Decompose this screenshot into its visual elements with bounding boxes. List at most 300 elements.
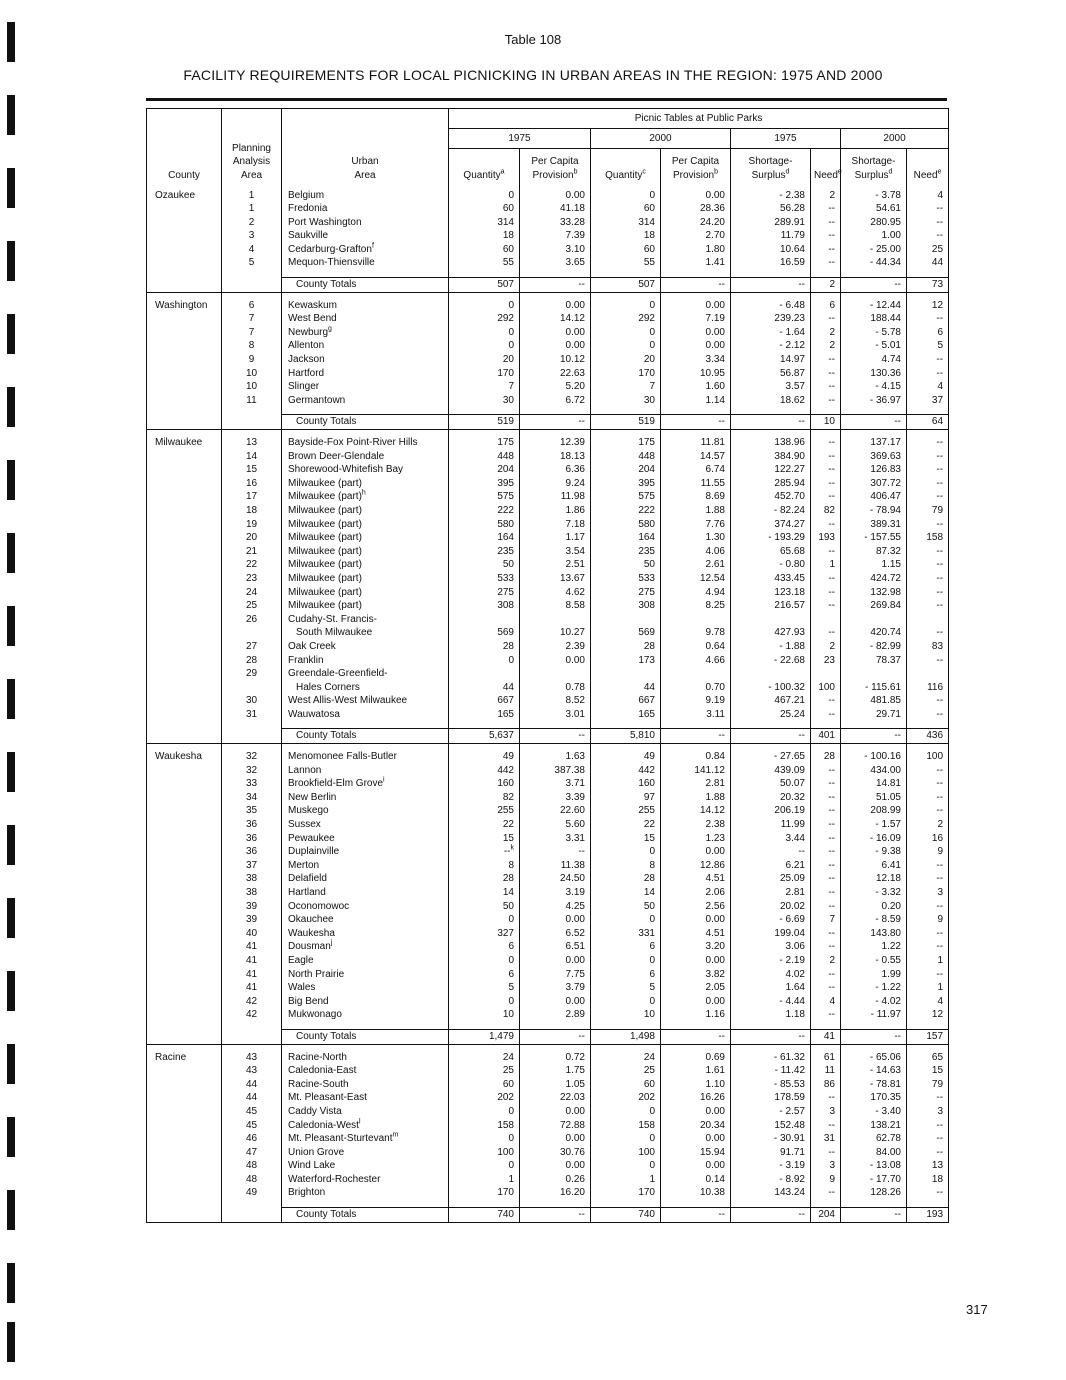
county-cell bbox=[147, 1159, 222, 1173]
quantity-1975-cell: 50 bbox=[449, 558, 520, 572]
quantity-1975-cell: 25 bbox=[449, 1064, 520, 1078]
shortage-surplus-2000-cell: - 12.44 bbox=[841, 292, 907, 312]
county-cell: Milwaukee bbox=[147, 430, 222, 450]
need-2000-cell: 1 bbox=[907, 981, 949, 995]
total-per-capita-1975-cell: -- bbox=[520, 278, 591, 293]
shortage-surplus-1975-cell: 11.99 bbox=[731, 818, 811, 832]
need-2000-cell: -- bbox=[907, 1132, 949, 1146]
county-cell bbox=[147, 504, 222, 518]
need-1975-cell: -- bbox=[811, 968, 841, 982]
per-capita-2000-cell: 2.81 bbox=[661, 777, 731, 791]
page-title: FACILITY REQUIREMENTS FOR LOCAL PICNICKING IN URBAN AREAS IN THE REGION: 1975 AND 2000 bbox=[183, 67, 883, 83]
row-spacer bbox=[147, 1022, 949, 1030]
quantity-1975-cell: 0 bbox=[449, 1159, 520, 1173]
planning-area-cell: 6 bbox=[222, 292, 282, 312]
per-capita-2000-cell: 1.88 bbox=[661, 504, 731, 518]
quantity-1975-cell: 308 bbox=[449, 599, 520, 613]
table-row bbox=[147, 450, 949, 464]
urban-area-cell: Slinger bbox=[282, 380, 449, 394]
urban-area-cell: Big Bend bbox=[282, 995, 449, 1009]
per-capita-1975-cell: 3.39 bbox=[520, 791, 591, 805]
binder-mark bbox=[7, 168, 15, 208]
table-row bbox=[147, 558, 949, 572]
planning-area-cell: 42 bbox=[222, 995, 282, 1009]
planning-area-cell: 46 bbox=[222, 1132, 282, 1146]
quantity-1975-cell: 165 bbox=[449, 708, 520, 722]
table-row bbox=[147, 1186, 949, 1200]
shortage-surplus-1975-cell: 3.06 bbox=[731, 940, 811, 954]
binder-mark bbox=[7, 971, 15, 1011]
per-capita-2000-cell: 14.12 bbox=[661, 804, 731, 818]
need-2000-cell: -- bbox=[907, 777, 949, 791]
need-2000-cell: -- bbox=[907, 654, 949, 668]
header-need-1975: Need$^e$ bbox=[811, 149, 841, 183]
per-capita-2000-cell: 2.06 bbox=[661, 886, 731, 900]
per-capita-2000-cell: 14.57 bbox=[661, 450, 731, 464]
need-2000-cell: -- bbox=[907, 477, 949, 491]
need-2000-cell: 6 bbox=[907, 326, 949, 340]
shortage-surplus-2000-cell: - 78.81 bbox=[841, 1078, 907, 1092]
table-row bbox=[147, 968, 949, 982]
planning-area-cell: 29 bbox=[222, 667, 282, 681]
planning-area-cell: 44 bbox=[222, 1091, 282, 1105]
binder-mark bbox=[7, 1190, 15, 1230]
per-capita-1975-cell: 3.71 bbox=[520, 777, 591, 791]
urban-area-cell: Shorewood-Whitefish Bay bbox=[282, 463, 449, 477]
quantity-2000-cell: 60 bbox=[591, 202, 661, 216]
per-capita-2000-cell: 0.00 bbox=[661, 1105, 731, 1119]
quantity-1975-cell: 60 bbox=[449, 202, 520, 216]
table-row bbox=[147, 694, 949, 708]
need-1975-cell: 2 bbox=[811, 954, 841, 968]
need-2000-cell: -- bbox=[907, 764, 949, 778]
need-2000-cell: 15 bbox=[907, 1064, 949, 1078]
quantity-2000-cell: 170 bbox=[591, 1186, 661, 1200]
total-quantity-2000-cell: 740 bbox=[591, 1208, 661, 1223]
shortage-surplus-1975-cell bbox=[731, 613, 811, 627]
need-2000-cell: -- bbox=[907, 1119, 949, 1133]
quantity-1975-cell: 55 bbox=[449, 256, 520, 270]
shortage-surplus-1975-cell: 20.32 bbox=[731, 791, 811, 805]
planning-area-cell: 10 bbox=[222, 367, 282, 381]
county-cell bbox=[147, 531, 222, 545]
total-shortage-surplus-1975-cell: -- bbox=[731, 415, 811, 430]
county-cell bbox=[147, 326, 222, 340]
per-capita-1975-cell: 12.39 bbox=[520, 430, 591, 450]
per-capita-1975-cell: 3.10 bbox=[520, 243, 591, 257]
quantity-1975-cell: 395 bbox=[449, 477, 520, 491]
shortage-surplus-1975-cell: 285.94 bbox=[731, 477, 811, 491]
urban-area-cell: Milwaukee (part) bbox=[282, 518, 449, 532]
county-cell bbox=[147, 450, 222, 464]
header-quantity-2000: Quantity$^c$ bbox=[591, 149, 661, 183]
table-row bbox=[147, 654, 949, 668]
table-row bbox=[147, 216, 949, 230]
table-row bbox=[147, 1008, 949, 1022]
shortage-surplus-1975-cell: 467.21 bbox=[731, 694, 811, 708]
shortage-surplus-1975-cell: 143.24 bbox=[731, 1186, 811, 1200]
need-1975-cell: 9 bbox=[811, 1173, 841, 1187]
table-row bbox=[147, 744, 949, 764]
total-per-capita-2000-cell: -- bbox=[661, 415, 731, 430]
county-cell bbox=[147, 353, 222, 367]
planning-area-cell: 10 bbox=[222, 380, 282, 394]
total-quantity-2000-cell: 1,498 bbox=[591, 1029, 661, 1044]
planning-area-cell: 11 bbox=[222, 394, 282, 408]
planning-area-cell: 15 bbox=[222, 463, 282, 477]
header-year-2000: 2000 bbox=[591, 129, 731, 149]
quantity-2000-cell: 14 bbox=[591, 886, 661, 900]
quantity-1975-cell: 292 bbox=[449, 312, 520, 326]
quantity-1975-cell: 28 bbox=[449, 872, 520, 886]
per-capita-1975-cell: 1.75 bbox=[520, 1064, 591, 1078]
quantity-1975-cell bbox=[449, 613, 520, 627]
county-cell bbox=[147, 640, 222, 654]
urban-area-cell: Milwaukee (part) bbox=[282, 504, 449, 518]
need-2000-cell: 16 bbox=[907, 832, 949, 846]
per-capita-1975-cell: -- bbox=[520, 845, 591, 859]
shortage-surplus-2000-cell: 4.74 bbox=[841, 353, 907, 367]
shortage-surplus-1975-cell: 122.27 bbox=[731, 463, 811, 477]
need-2000-cell: -- bbox=[907, 586, 949, 600]
shortage-surplus-1975-cell: 65.68 bbox=[731, 545, 811, 559]
table-row bbox=[147, 1146, 949, 1160]
total-need-1975-cell: 2 bbox=[811, 278, 841, 293]
per-capita-2000-cell: 7.19 bbox=[661, 312, 731, 326]
total-quantity-1975-cell: 519 bbox=[449, 415, 520, 430]
need-1975-cell: -- bbox=[811, 477, 841, 491]
county-cell bbox=[147, 312, 222, 326]
county-cell bbox=[147, 558, 222, 572]
per-capita-2000-cell: 9.78 bbox=[661, 626, 731, 640]
per-capita-1975-cell: 0.00 bbox=[520, 654, 591, 668]
per-capita-1975-cell: 8.58 bbox=[520, 599, 591, 613]
shortage-surplus-2000-cell: 434.00 bbox=[841, 764, 907, 778]
urban-area-cell: West Allis-West Milwaukee bbox=[282, 694, 449, 708]
per-capita-1975-cell: 6.52 bbox=[520, 927, 591, 941]
planning-area-cell: 45 bbox=[222, 1105, 282, 1119]
need-1975-cell: -- bbox=[811, 764, 841, 778]
per-capita-1975-cell: 14.12 bbox=[520, 312, 591, 326]
per-capita-2000-cell: 2.61 bbox=[661, 558, 731, 572]
planning-area-cell: 5 bbox=[222, 256, 282, 270]
shortage-surplus-2000-cell: - 14.63 bbox=[841, 1064, 907, 1078]
county-cell bbox=[147, 1064, 222, 1078]
shortage-surplus-1975-cell: - 11.42 bbox=[731, 1064, 811, 1078]
shortage-surplus-2000-cell: 132.98 bbox=[841, 586, 907, 600]
urban-area-cell: Port Washington bbox=[282, 216, 449, 230]
quantity-2000-cell: 448 bbox=[591, 450, 661, 464]
shortage-surplus-2000-cell: 51.05 bbox=[841, 791, 907, 805]
header-need-2000: Need$^e$ bbox=[907, 149, 949, 183]
planning-area-cell: 35 bbox=[222, 804, 282, 818]
shortage-surplus-1975-cell: 14.97 bbox=[731, 353, 811, 367]
shortage-surplus-2000-cell: 269.84 bbox=[841, 599, 907, 613]
quantity-2000-cell: 173 bbox=[591, 654, 661, 668]
quantity-1975-cell: 0 bbox=[449, 954, 520, 968]
binder-mark bbox=[7, 533, 15, 573]
need-1975-cell: -- bbox=[811, 312, 841, 326]
need-1975-cell: -- bbox=[811, 430, 841, 450]
per-capita-1975-cell: 3.19 bbox=[520, 886, 591, 900]
header-planning-area: Planning Analysis Area bbox=[222, 109, 282, 183]
urban-area-cell: Mukwonago bbox=[282, 1008, 449, 1022]
table-row bbox=[147, 626, 949, 640]
need-2000-cell: 18 bbox=[907, 1173, 949, 1187]
need-2000-cell: 79 bbox=[907, 1078, 949, 1092]
header-picnic-tables-group: Picnic Tables at Public Parks bbox=[449, 109, 949, 129]
need-1975-cell: -- bbox=[811, 940, 841, 954]
urban-area-cell: Hartford bbox=[282, 367, 449, 381]
need-1975-cell: -- bbox=[811, 1186, 841, 1200]
shortage-surplus-2000-cell: 1.00 bbox=[841, 229, 907, 243]
shortage-surplus-2000-cell: 0.20 bbox=[841, 900, 907, 914]
quantity-2000-cell: 7 bbox=[591, 380, 661, 394]
quantity-1975-cell: 170 bbox=[449, 367, 520, 381]
need-2000-cell: 4 bbox=[907, 380, 949, 394]
quantity-2000-cell: 44 bbox=[591, 681, 661, 695]
urban-area-cell: Mt. Pleasant-East bbox=[282, 1091, 449, 1105]
shortage-surplus-1975-cell: - 6.48 bbox=[731, 292, 811, 312]
per-capita-1975-cell: 3.01 bbox=[520, 708, 591, 722]
per-capita-2000-cell: 4.94 bbox=[661, 586, 731, 600]
quantity-1975-cell: 533 bbox=[449, 572, 520, 586]
per-capita-2000-cell: 0.00 bbox=[661, 339, 731, 353]
planning-area-cell: 41 bbox=[222, 968, 282, 982]
total-shortage-surplus-1975-cell: -- bbox=[731, 729, 811, 744]
table-row bbox=[147, 183, 949, 203]
quantity-2000-cell: 569 bbox=[591, 626, 661, 640]
county-cell bbox=[147, 667, 222, 681]
need-1975-cell bbox=[811, 613, 841, 627]
picnicking-requirements-table bbox=[146, 108, 949, 1223]
quantity-2000-cell: 308 bbox=[591, 599, 661, 613]
urban-area-cell: Duplainville bbox=[282, 845, 449, 859]
per-capita-2000-cell: 0.00 bbox=[661, 183, 731, 203]
shortage-surplus-2000-cell: 170.35 bbox=[841, 1091, 907, 1105]
shortage-surplus-2000-cell: - 78.94 bbox=[841, 504, 907, 518]
shortage-surplus-2000-cell: 130.36 bbox=[841, 367, 907, 381]
shortage-surplus-1975-cell: 20.02 bbox=[731, 900, 811, 914]
planning-area-cell: 38 bbox=[222, 872, 282, 886]
county-cell bbox=[147, 681, 222, 695]
planning-area-cell: 48 bbox=[222, 1173, 282, 1187]
per-capita-2000-cell: 1.41 bbox=[661, 256, 731, 270]
need-1975-cell: -- bbox=[811, 229, 841, 243]
quantity-1975-cell: 0 bbox=[449, 1132, 520, 1146]
per-capita-1975-cell: 3.65 bbox=[520, 256, 591, 270]
need-2000-cell: -- bbox=[907, 1091, 949, 1105]
per-capita-2000-cell: 1.60 bbox=[661, 380, 731, 394]
urban-area-cell: Union Grove bbox=[282, 1146, 449, 1160]
need-2000-cell: 25 bbox=[907, 243, 949, 257]
shortage-surplus-2000-cell: 188.44 bbox=[841, 312, 907, 326]
need-1975-cell: 7 bbox=[811, 913, 841, 927]
urban-area-cell: Milwaukee (part) bbox=[282, 572, 449, 586]
quantity-2000-cell: 0 bbox=[591, 1132, 661, 1146]
need-1975-cell: -- bbox=[811, 927, 841, 941]
quantity-1975-cell: 160 bbox=[449, 777, 520, 791]
planning-area-cell: 43 bbox=[222, 1044, 282, 1064]
total-need-1975-cell: 10 bbox=[811, 415, 841, 430]
per-capita-2000-cell: 1.80 bbox=[661, 243, 731, 257]
quantity-1975-cell: 20 bbox=[449, 353, 520, 367]
shortage-surplus-2000-cell: - 9.38 bbox=[841, 845, 907, 859]
quantity-1975-cell: 204 bbox=[449, 463, 520, 477]
table-row bbox=[147, 353, 949, 367]
planning-area-cell: 48 bbox=[222, 1159, 282, 1173]
need-1975-cell: -- bbox=[811, 859, 841, 873]
urban-area-cell: Caddy Vista bbox=[282, 1105, 449, 1119]
quantity-2000-cell: 60 bbox=[591, 243, 661, 257]
table-row bbox=[147, 667, 949, 681]
shortage-surplus-1975-cell: 4.02 bbox=[731, 968, 811, 982]
need-1975-cell: -- bbox=[811, 545, 841, 559]
shortage-surplus-1975-cell: 56.87 bbox=[731, 367, 811, 381]
table-row bbox=[147, 845, 949, 859]
urban-area-cell: Milwaukee (part) bbox=[282, 531, 449, 545]
table-row bbox=[147, 777, 949, 791]
shortage-surplus-2000-cell: 12.18 bbox=[841, 872, 907, 886]
shortage-surplus-2000-cell: - 8.59 bbox=[841, 913, 907, 927]
need-2000-cell: -- bbox=[907, 518, 949, 532]
header-year-1975-need: 1975 bbox=[731, 129, 841, 149]
shortage-surplus-1975-cell: 3.44 bbox=[731, 832, 811, 846]
quantity-2000-cell: 533 bbox=[591, 572, 661, 586]
per-capita-2000-cell: 11.55 bbox=[661, 477, 731, 491]
county-cell bbox=[147, 339, 222, 353]
quantity-1975-cell: 0 bbox=[449, 339, 520, 353]
need-2000-cell: 100 bbox=[907, 744, 949, 764]
shortage-surplus-2000-cell: 128.26 bbox=[841, 1186, 907, 1200]
header-year-2000-need: 2000 bbox=[841, 129, 949, 149]
table-row bbox=[147, 859, 949, 873]
planning-area-cell: 37 bbox=[222, 859, 282, 873]
per-capita-2000-cell: 2.70 bbox=[661, 229, 731, 243]
table-row bbox=[147, 981, 949, 995]
county-cell bbox=[147, 256, 222, 270]
per-capita-2000-cell: 0.00 bbox=[661, 1132, 731, 1146]
binder-mark bbox=[7, 606, 15, 646]
header-year-1975: 1975 bbox=[449, 129, 591, 149]
quantity-1975-cell: 667 bbox=[449, 694, 520, 708]
planning-area-cell bbox=[222, 681, 282, 695]
per-capita-1975-cell: 30.76 bbox=[520, 1146, 591, 1160]
per-capita-1975-cell: 10.12 bbox=[520, 353, 591, 367]
planning-area-cell: 13 bbox=[222, 430, 282, 450]
county-cell bbox=[147, 1132, 222, 1146]
county-cell bbox=[147, 1186, 222, 1200]
shortage-surplus-2000-cell bbox=[841, 667, 907, 681]
quantity-2000-cell: 0 bbox=[591, 326, 661, 340]
quantity-2000-cell: 28 bbox=[591, 640, 661, 654]
shortage-surplus-2000-cell: - 1.22 bbox=[841, 981, 907, 995]
quantity-2000-cell: 22 bbox=[591, 818, 661, 832]
shortage-surplus-1975-cell: 18.62 bbox=[731, 394, 811, 408]
total-per-capita-2000-cell: -- bbox=[661, 1208, 731, 1223]
need-1975-cell: 2 bbox=[811, 339, 841, 353]
shortage-surplus-2000-cell: - 25.00 bbox=[841, 243, 907, 257]
shortage-surplus-1975-cell: - 2.57 bbox=[731, 1105, 811, 1119]
per-capita-2000-cell: 1.10 bbox=[661, 1078, 731, 1092]
planning-area-cell: 24 bbox=[222, 586, 282, 600]
shortage-surplus-1975-cell: 138.96 bbox=[731, 430, 811, 450]
table-row bbox=[147, 1078, 949, 1092]
urban-area-cell: Franklin bbox=[282, 654, 449, 668]
header-per-capita-1975: Per Capita Provision$^b$ bbox=[520, 149, 591, 183]
shortage-surplus-2000-cell: 424.72 bbox=[841, 572, 907, 586]
urban-area-cell: Cedarburg-Grafton$^f$ bbox=[282, 243, 449, 257]
need-1975-cell: -- bbox=[811, 1008, 841, 1022]
need-2000-cell: 4 bbox=[907, 995, 949, 1009]
per-capita-2000-cell: 1.88 bbox=[661, 791, 731, 805]
per-capita-1975-cell: 6.72 bbox=[520, 394, 591, 408]
per-capita-2000-cell bbox=[661, 613, 731, 627]
county-cell bbox=[147, 954, 222, 968]
need-2000-cell: -- bbox=[907, 968, 949, 982]
shortage-surplus-1975-cell: 452.70 bbox=[731, 490, 811, 504]
quantity-1975-cell: 0 bbox=[449, 995, 520, 1009]
need-1975-cell: -- bbox=[811, 367, 841, 381]
quantity-2000-cell: 20 bbox=[591, 353, 661, 367]
planning-area-cell: 38 bbox=[222, 886, 282, 900]
per-capita-1975-cell: 1.05 bbox=[520, 1078, 591, 1092]
quantity-1975-cell: 18 bbox=[449, 229, 520, 243]
per-capita-2000-cell: 24.20 bbox=[661, 216, 731, 230]
need-1975-cell: 82 bbox=[811, 504, 841, 518]
need-2000-cell bbox=[907, 667, 949, 681]
need-2000-cell: 79 bbox=[907, 504, 949, 518]
per-capita-1975-cell: 0.00 bbox=[520, 326, 591, 340]
per-capita-1975-cell: 4.25 bbox=[520, 900, 591, 914]
county-cell bbox=[147, 1078, 222, 1092]
table-row bbox=[147, 394, 949, 408]
county-cell bbox=[147, 1119, 222, 1133]
county-cell bbox=[147, 927, 222, 941]
table-row bbox=[147, 1119, 949, 1133]
quantity-1975-cell: 8 bbox=[449, 859, 520, 873]
need-1975-cell: -- bbox=[811, 599, 841, 613]
table-row bbox=[147, 292, 949, 312]
planning-area-cell: 43 bbox=[222, 1064, 282, 1078]
county-cell bbox=[147, 654, 222, 668]
per-capita-1975-cell: 22.60 bbox=[520, 804, 591, 818]
per-capita-2000-cell: 0.00 bbox=[661, 913, 731, 927]
county-totals-label: County Totals bbox=[282, 1208, 449, 1223]
urban-area-cell: Menomonee Falls-Butler bbox=[282, 744, 449, 764]
binder-hole-marks bbox=[0, 0, 24, 1380]
total-quantity-2000-cell: 5,810 bbox=[591, 729, 661, 744]
planning-area-cell: 47 bbox=[222, 1146, 282, 1160]
quantity-1975-cell: 49 bbox=[449, 744, 520, 764]
need-2000-cell: 4 bbox=[907, 183, 949, 203]
shortage-surplus-2000-cell: 78.37 bbox=[841, 654, 907, 668]
need-1975-cell: -- bbox=[811, 518, 841, 532]
total-quantity-2000-cell: 507 bbox=[591, 278, 661, 293]
quantity-1975-cell: 0 bbox=[449, 292, 520, 312]
shortage-surplus-1975-cell: 3.57 bbox=[731, 380, 811, 394]
planning-area-cell: 49 bbox=[222, 1186, 282, 1200]
table-row bbox=[147, 202, 949, 216]
table-row bbox=[147, 326, 949, 340]
need-1975-cell: 1 bbox=[811, 558, 841, 572]
quantity-2000-cell: 160 bbox=[591, 777, 661, 791]
urban-area-cell: Brookfield-Elm Grove$^i$ bbox=[282, 777, 449, 791]
per-capita-1975-cell: 11.98 bbox=[520, 490, 591, 504]
quantity-1975-cell: 202 bbox=[449, 1091, 520, 1105]
need-2000-cell: -- bbox=[907, 1186, 949, 1200]
shortage-surplus-1975-cell: - 8.92 bbox=[731, 1173, 811, 1187]
